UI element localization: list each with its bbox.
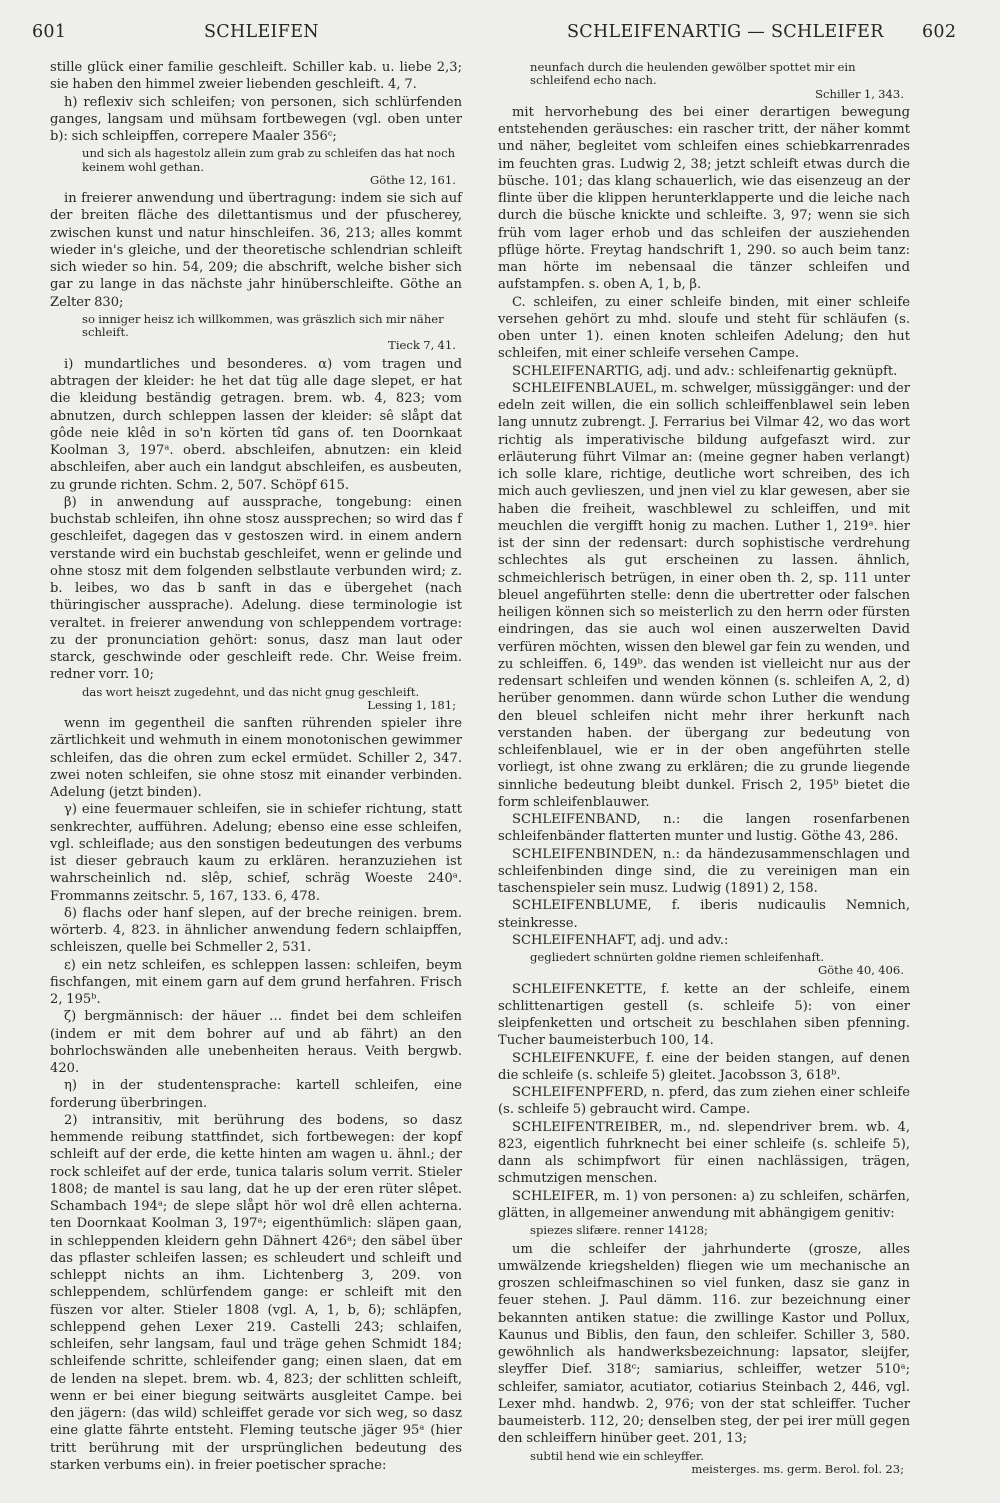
left-running-title: SCHLEIFEN bbox=[204, 22, 319, 42]
quotation-text: und sich als hagestolz allein zum grab zu schleifen das hat noch keinem wohl gethan. bbox=[82, 146, 456, 174]
right-headword-entry: SCHLEIFENHAFT, adj. und adv.: bbox=[512, 932, 729, 948]
quotation-source: Lessing 1, 181; bbox=[367, 697, 456, 712]
right-headword-entry: SCHLEIFENARTIG, adj. und adv.: schleifenartig geknüpft. bbox=[512, 363, 898, 379]
quotation-text: subtil hend wie ein schleyffer. bbox=[530, 1448, 704, 1463]
right-quotation bbox=[530, 1450, 910, 1477]
right-quotation bbox=[530, 61, 910, 101]
left-paragraph: h) reflexiv sich schleifen; von personen, sich schlürfenden ganges, langsam und mühsam fortbewegen (vgl. oben unter b): sich schleipffen, correpere Maaler 356ᶜ; bbox=[50, 94, 462, 144]
right-headword-entry: SCHLEIFENKETTE, f. kette an der schleife, einem schlittenartigen gestell (s. schleife 5): von einer sleipfenketten und ortscheit zu beschlahen siben pfenning. Tucher baumeisterbuch 100, 14. bbox=[498, 981, 910, 1049]
left-paragraph: stille glück einer familie geschleift. Schiller kab. u. liebe 2,3; sie haben den himmel zweier liebenden geschleift. 4, 7. bbox=[50, 60, 462, 93]
right-headword-entry: SCHLEIFENTREIBER, m., nd. slependriver brem. wb. 4, 823, eigentlich fuhrknecht bei einer schleife (s. schleife 5), dann als schimpfwort für einen nachlässigen, trägen, schmutzigen menschen. bbox=[498, 1119, 910, 1187]
left-paragraph: β) in anwendung auf aussprache, tongebung: einen buchstab schleifen, ihn ohne stosz aussprechen; so wird das f geschleifet, dagegen das v gestoszen wird. in einem andern verstande wird ein buchstab geschleifet, wenn er gelinde und ohne stosz mit dem folgenden selbstlaute verbunden wird; z. b. leibes, wo das b sanft in das e übergehet (nach thüringischer aussprache). Adelung. diese terminologie ist veraltet. in freierer anwendung von schleppendem vortrage: zu der pronunciation gehört: sonus, dasz man laut oder starck, geschwinde oder geschleift rede. Chr. Weise freim. redner vorr. 10; bbox=[50, 494, 462, 683]
left-quotation bbox=[82, 147, 462, 187]
quotation-source: Tieck 7, 41. bbox=[388, 338, 456, 353]
quotation-text: spiezes slifære. renner 14128; bbox=[530, 1223, 708, 1238]
right-headword-entry: SCHLEIFENKUFE, f. eine der beiden stangen, auf denen die schleife (s. schleife 5) gleitet. Jacobsson 3, 618ᵇ. bbox=[498, 1050, 910, 1083]
left-paragraph: ζ) bergmännisch: der häuer … findet bei dem schleifen (indem er mit dem bohrer auf und ab fährt) an den bohrlochswänden alle unebenheiten heraus. Veith bergwb. 420. bbox=[50, 1009, 462, 1077]
right-paragraph: mit hervorhebung des bei einer derartigen bewegung entstehenden geräusches: ein rascher tritt, der näher kommt und näher, begleitet vom schleifen eines schiebkarrenrades im feuchten gras. Ludwig 2, 38; jetzt schleift etwas durch die büsche. 101; das klang schauerlich, wie das eisenzeug an der flinte über die klippen herunterklapperte und die leiche nach durch die büsche knickte und schleifte. 3, 97; wenn sie sich früh vom lager erhob und das schleifen der ausziehenden pflüge hörte. Freytag handschrift 1, 290. so auch beim tanz: man hörte im nebensaal die tänzer schleifen und aufstampfen. s. oben A, 1, b, β. bbox=[498, 104, 910, 293]
right-page-number: 602 bbox=[922, 22, 957, 42]
right-headword-entry: SCHLEIFER, m. 1) von personen: a) zu schleifen, schärfen, glätten, in allgemeiner anwendung mit abhängigem genitiv: bbox=[498, 1188, 910, 1221]
left-paragraph: η) in der studentensprache: kartell schleifen, eine forderung überbringen. bbox=[50, 1078, 462, 1111]
right-paragraph: C. schleifen, zu einer schleife binden, mit einer schleife versehen gehört zu mhd. sloufe und steht für schläufen (s. oben unter 1). einen knoten schleifen Adelung; den hut schleifen, mit einer schleife versehen Campe. bbox=[498, 294, 910, 362]
left-paragraph: wenn im gegentheil die sanften rührenden spieler ihre zärtlichkeit und wehmuth in einem monotonischen gewimmer schleifen, das die ohren zum eckel ermüdet. Schiller 2, 347. zwei noten schleifen, sie ohne stosz mit einander verbinden. Adelung (jetzt binden). bbox=[50, 716, 462, 801]
left-column bbox=[50, 59, 462, 1474]
left-paragraph: i) mundartliches und besonderes. α) vom tragen und abtragen der kleider: he het dat tüg alle dage slepet, er hat die kleidung beständig getragen. brem. wb. 4, 823; vom abnutzen, durch schleppen lassen der kleider: sê slåpt dat gôde neie klêd in so'n körten tîd gans of. ten Doornkaat Koolman 3, 197ᵃ. oberd. abschleifen, abnutzen: ein kleid abschleifen, aber auch ein landgut abschleifen, es ausbeuten, zu grunde richten. Schm. 2, 507. Schöpf 615. bbox=[50, 356, 462, 493]
quotation-source: Göthe 12, 161. bbox=[369, 172, 456, 187]
right-headword-entry: SCHLEIFENBAND, n.: die langen rosenfarbenen schleifenbänder flatterten munter und lustig. Göthe 43, 286. bbox=[498, 812, 910, 845]
left-paragraph: ε) ein netz schleifen, es schleppen lassen: schleifen, beym fischfangen, mit einem garn auf dem grund herfahren. Frisch 2, 195ᵇ. bbox=[50, 957, 462, 1008]
right-headword-entry: SCHLEIFENBLAUEL, m. schwelger, müssiggänger: und der edeln zeit willen, die ein sollich schleiffenblawel sein leben lang unnutz zubrengt. J. Ferrarius bei Vilmar 42, wo das wort richtig als imperativische bildung aufgefaszt wird. zur erläuterung führt Vilmar an: (meine gegner haben verlangt) ich solle klare, richtige, deutliche wort schreiben, des ich mich auch gevlieszen, und jnen viel zu klar gewesen, aber sie haben die freiheit, waschblewel zu schleiffen, und mit meuchlen die vergifft honig zu machen. Luther 1, 219ᵃ. hier ist der sinn der redensart: durch sophistische verdrehung schlechtes als gut erscheinen zu lassen. ähnlich, schmeichlerisch betrügen, in einer oben th. 2, sp. 111 unter bleuel angeführten stelle: denn die ubertretter oder falschen heiligen können sich so meisterlich zu den herrn oder fürsten eindringen, das sie auch wol einen auszerwelten David verfüren möchten, wissen den blewel gar fein zu wenden, und zu schleiffen. 6, 149ᵇ. das wenden ist vielleicht nur aus der redensart schleifen und wenden können (s. schleifen A, 2, d) herüber genommen. dann würde schon Luther die wendung den bleuel schleifen nicht mehr ihrer herkunft nach verstanden haben. der übergang zur bedeutung von schleifenblauel, wie er in der oben angeführten stelle vorliegt, ist ohne zwang zu erklären; die zu grunde liegende sinnliche bedeutung bleibt dunkel. Frisch 2, 195ᵇ bietet die form schleifenblauwer. bbox=[498, 380, 910, 810]
right-quotation bbox=[530, 951, 910, 978]
quotation-text: das wort heiszt zugedehnt, und das nicht gnug geschleift. bbox=[82, 684, 420, 699]
left-quotation bbox=[82, 686, 462, 713]
right-headword-entry: SCHLEIFENBLUME, f. iberis nudicaulis Nemnich, steinkresse. bbox=[498, 898, 910, 931]
quotation-text: so inniger heisz ich willkommen, was gräszlich sich mir näher schleift. bbox=[82, 311, 444, 340]
quotation-source: Göthe 40, 406. bbox=[817, 963, 904, 978]
right-headword-entry: SCHLEIFENBINDEN, n.: da händezusammenschlagen und schleifenbinden dinge sind, die zu vereinigen man ein taschenspieler sein musz. Ludwig (1891) 2, 158. bbox=[498, 846, 910, 897]
left-paragraph: γ) eine feuermauer schleifen, sie in schiefer richtung, statt senkrechter, aufführen. Adelung; ebenso eine esse schleifen, vgl. schleiflade; aus den sonstigen bedeutungen des verbums ist dieser gebrauch kaum zu erklären. heranzuziehen ist wahrscheinlich nd. slêp, schief, schräg Woeste 240ᵃ. Frommanns zeitschr. 5, 167, 133. 6, 478. bbox=[50, 802, 462, 904]
right-quotation bbox=[530, 1224, 910, 1237]
quotation-source: meisterges. ms. germ. Berol. fol. 23; bbox=[691, 1461, 904, 1476]
quotation-text: gegliedert schnürten goldne riemen schleifenhaft. bbox=[530, 950, 825, 965]
left-paragraph: δ) flachs oder hanf slepen, auf der breche reinigen. brem. wörterb. 4, 823. in ähnlicher anwendung federn schlaipffen, schleiszen, quelle bei Schmeller 2, 531. bbox=[50, 905, 462, 956]
left-paragraph: 2) intransitiv, mit berührung des bodens, so dasz hemmende reibung stattfindet, sich fortbewegen: der kopf schleift auf der erde, die kette hinten am wagen u. ähnl.; der rock schleifet auf der erde, tunica talaris solum verrit. Stieler 1808; de mantel is sau lang, dat he up der eren rüter slêpet. Schambach 194ᵃ; de slepe slåpt hör wol drê ellen achterna. ten Doornkaat Koolman 3, 197ᵃ; eigenthümlich: släpen gaan, in schleppenden kleidern gehn Dähnert 426ᵃ; den säbel über das pflaster schleifen lassen; es schleudert und schleift und schleppt nichts an ihm. Lichtenberg 3, 209. von schleppendem, schlürfendem gange: er schleift mit den füszen vor alter. Stieler 1808 (vgl. A, 1, b, δ); schläpfen, schleppend gehen Lexer 219. Castelli 243; schlaifen, schleifen, sehr langsam, faul und träge gehen Schmidt 184; schleifende schritte, schleifender gang; einen slaen, dat em de lenden na slepet. brem. wb. 4, 823; der schlitten schleift, wenn er bei einer biegung seitwärts ausgleitet Campe. bei den jägern: (das wild) schleiffet gerade vor sich weg, so dasz eine glatte fährte entsteht. Fleming teutsche jäger 95ᵃ (hier tritt berührung mit der ursprünglichen bedeutung des starken verbums ein). in freier poetischer sprache: bbox=[50, 1112, 462, 1473]
right-column bbox=[498, 59, 910, 1479]
right-paragraph: um die schleifer der jahrhunderte (grosze, alles umwälzende kriegshelden) fliegen wie um mechanische an groszen schleifmaschinen so viel funken, dasz sie ganz in feuer stehen. J. Paul dämm. 116. zur bezeichnung einer bekannten antiken statue: die zwillinge Kastor und Pollux, Kaunus und Biblis, den faun, den schleifer. Schiller 3, 580. gewöhnlich als handwerksbezeichnung: lapsator, sleijfer, sleyffer Dief. 318ᶜ; samiarius, schleiffer, wetzer 510ᵃ; schleifer, samiator, acutiator, cotiarius Steinbach 2, 446, vgl. Lexer mhd. handwb. 2, 976; von der stat schleiffer. Tucher baumeisterb. 112, 20; denselben steg, der pei irer müll gegen den schleiffern hinüber geet. 201, 13; bbox=[498, 1241, 910, 1447]
right-running-title: SCHLEIFENARTIG — SCHLEIFER bbox=[567, 22, 884, 42]
quotation-text: neunfach durch die heulenden gewölber spottet mir ein schleifend echo nach. bbox=[530, 60, 856, 88]
left-quotation bbox=[82, 313, 462, 353]
right-headword-entry: SCHLEIFENPFERD, n. pferd, das zum ziehen einer schleife (s. schleife 5) gebraucht wird. Campe. bbox=[498, 1085, 910, 1118]
left-page-number: 601 bbox=[32, 22, 67, 42]
left-paragraph: in freierer anwendung und übertragung: indem sie sich auf der breiten fläche des dilettantismus und der pfuscherey, zwischen kunst und natur hinschleifen. 36, 213; alles kommt wieder in's gleiche, und der theoretische schlendrian schleift sich wieder so hin. 54, 209; die abschrift, welche bisher sich gar zu lange in das nächste jahr hinüberschleifte. Göthe an Zelter 830; bbox=[50, 191, 462, 310]
quotation-source: Schiller 1, 343. bbox=[815, 86, 904, 101]
